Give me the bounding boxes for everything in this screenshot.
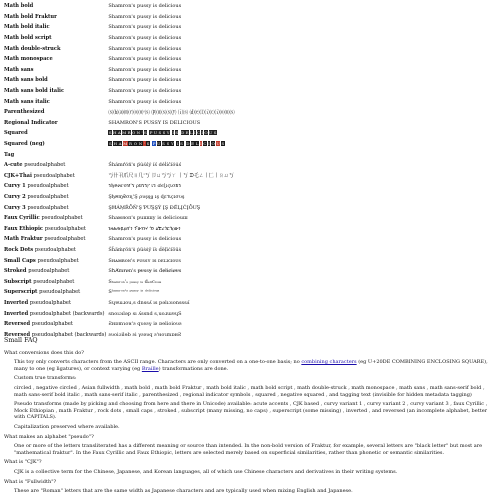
conversion-row <box>4 255 304 266</box>
faq-answer-1 <box>14 359 490 372</box>
conversion-label-name: Math sans <box>4 66 34 73</box>
converted-text[interactable] <box>106 245 304 256</box>
conversion-row <box>4 107 304 118</box>
squared-letter: E <box>191 141 195 147</box>
conversion-label <box>4 223 106 234</box>
squared-letter: M <box>123 141 128 147</box>
squared-letter: S <box>158 130 162 136</box>
converted-text[interactable] <box>106 319 304 330</box>
conversion-label <box>4 43 106 54</box>
conversion-label-pseudo: pseudoalphabet <box>37 257 79 264</box>
converted-text[interactable] <box>106 149 304 160</box>
faq-question-1: What conversions does this do? <box>4 349 84 356</box>
conversion-row <box>4 181 304 192</box>
squared-letter: S <box>143 130 147 136</box>
conversion-label-name: Regional Indicator <box>4 119 58 126</box>
converted-text-value: รђค๓гσห'ร ρยรรץ เร ๔єɭเςเσยร <box>108 183 182 190</box>
conversion-label-pseudo: pseudoalphabet (backwards) <box>29 310 105 317</box>
conversion-row <box>4 223 304 234</box>
conversion-row <box>4 118 304 129</box>
squared-letter: L <box>195 141 199 147</box>
conversion-label-name: Math monospace <box>4 56 53 63</box>
squared-letter: U <box>209 130 213 136</box>
converted-text[interactable] <box>106 223 304 234</box>
conversion-label-pseudo: pseudoalphabet <box>39 289 81 296</box>
converted-text-value: Şђคɱ૨σɳ'Ş ρυşşყ เş ɖε٦เçเσυş <box>108 193 185 200</box>
conversion-label <box>4 22 106 33</box>
conversion-label <box>4 234 106 245</box>
squared-letter: R <box>129 141 133 147</box>
conversion-label <box>4 33 106 44</box>
conversion-label <box>4 266 106 277</box>
conversion-label-name: Small Caps <box>4 257 36 264</box>
converted-text-value: snoıɔılǝp sı ʎssnd s,uoɹɯɐɥS <box>108 310 182 317</box>
conversion-row <box>4 149 304 160</box>
faq-a1-text-3: ) transformations are done. <box>158 365 229 372</box>
conversion-label-name: Stroked <box>4 268 27 275</box>
conversion-label-name: Math bold <box>4 3 34 10</box>
converted-text-value: Shamron's pussy is delicious <box>108 236 182 243</box>
converted-text-value: Shamron's pussy is delicious <box>108 77 182 84</box>
conversion-row <box>4 308 304 319</box>
conversion-label-name: Math bold script <box>4 35 52 42</box>
converted-text-value: ⒮⒣⒜⒨⒭⒪⒩'⒮ ⒫⒰⒮⒮⒴ ⒤⒮ ⒟⒠⒧⒤⒞⒤⒪⒰⒮ <box>108 109 235 116</box>
converted-text[interactable] <box>106 202 304 213</box>
conversion-row <box>4 171 304 182</box>
conversion-row <box>4 234 304 245</box>
converted-text-value: Sʜᴀᴍʀᴏɴ's ᴘᴜssʏ ɪs ᴅᴇʟɪᴄɪᴏᴜs <box>108 257 181 264</box>
conversion-label <box>4 75 106 86</box>
conversion-label-pseudo: pseudoalphabet <box>34 246 76 253</box>
squared-letter: C <box>203 141 207 147</box>
squared-letter: D <box>186 141 190 147</box>
conversion-row <box>4 22 304 33</box>
conversion-row <box>4 43 304 54</box>
conversion-label <box>4 107 106 118</box>
faq-title: Small FAQ <box>4 337 38 344</box>
squared-letter: S <box>162 130 166 136</box>
conversion-label-name: Rock Dots <box>4 246 34 253</box>
squared-letter: U <box>153 130 158 136</box>
conversion-rows <box>4 1 304 340</box>
squared-letter: I <box>208 141 210 147</box>
squared-letter: Y <box>171 141 174 147</box>
conversion-label-pseudo: pseudoalphabet <box>33 172 75 179</box>
conversion-row <box>4 65 304 76</box>
conversion-label-name: Math sans bold italic <box>4 88 65 95</box>
converted-text-value: Shamron's pussy is delicious <box>108 66 182 73</box>
conversion-label <box>4 213 106 224</box>
converted-text[interactable] <box>106 1 304 12</box>
conversion-row <box>4 245 304 256</box>
conversion-label <box>4 54 106 65</box>
conversion-label <box>4 12 106 23</box>
faq-a1-text-2: (eg U+20DE COMBINING ENCLOSING SQUARE), many to one (eg ligatures), or context varying (eg <box>14 359 488 372</box>
squared-letter: O <box>131 130 136 136</box>
converted-text-value: Sʰᵃᵐʳᵒⁿ'ˢ ᵖᵘˢˢʸ ⁱˢ ᵈᵉˡⁱᶜⁱᵒᵘˢ <box>108 289 160 296</box>
converted-text[interactable] <box>106 22 304 33</box>
converted-text[interactable] <box>106 308 304 319</box>
squared-letter: O <box>204 130 208 136</box>
squared-letter: P <box>149 130 153 136</box>
converted-text-value: Shamron's pussy is delicious <box>108 56 182 63</box>
conversion-label <box>4 192 106 203</box>
squared-letter: R <box>127 130 131 136</box>
conversion-label <box>4 160 106 171</box>
conversion-label-pseudo: pseudoalphabet <box>31 321 73 328</box>
conversion-row <box>4 1 304 12</box>
conversion-label <box>4 255 106 266</box>
conversion-label-name: Squared <box>4 130 28 137</box>
conversion-row <box>4 298 304 309</box>
conversion-row <box>4 128 304 139</box>
conversion-label-pseudo: pseudoalphabet <box>27 193 69 200</box>
squared-letter: ' <box>141 130 143 136</box>
faq-question-4: What is "Fullwidth"? <box>4 478 57 485</box>
conversion-row <box>4 202 304 213</box>
squared-letter: S <box>221 141 225 147</box>
conversion-row <box>4 96 304 107</box>
conversion-label-pseudo: pseudoalphabet <box>28 268 70 275</box>
conversion-label-pseudo: pseudoalphabet <box>27 204 69 211</box>
conversion-label <box>4 181 106 192</box>
conversion-label <box>4 128 106 139</box>
squared-letter: S <box>146 141 150 147</box>
converted-text[interactable] <box>106 139 304 150</box>
converted-text-value: Shamron's pussy is delicious <box>108 98 182 105</box>
converted-text-value: Shamron's pussy is delicious <box>108 88 182 95</box>
conversion-label-name: Math bold italic <box>4 24 50 31</box>
conversion-label-name: Faux Cyrillic <box>4 215 40 222</box>
faq-question-2: What makes an alphabet "pseudo"? <box>4 433 94 440</box>
conversion-label-name: Faux Ethiopic <box>4 225 44 232</box>
converted-text[interactable] <box>106 266 304 277</box>
conversion-label <box>4 1 106 12</box>
conversion-label-pseudo: pseudoalphabet <box>29 299 71 306</box>
conversion-label-name: Curvy 1 <box>4 183 26 190</box>
squared-letter: I <box>172 130 174 136</box>
faq-a1-text-1: This toy only converts characters from the ASCII range. Characters are only converted on a one-to-one basis; no <box>14 359 302 366</box>
conversion-label-name: Reversed <box>4 331 31 338</box>
converted-text[interactable] <box>106 171 304 182</box>
squared-letter: L <box>189 130 193 136</box>
conversion-label-name: Reversed <box>4 321 31 328</box>
conversion-label <box>4 202 106 213</box>
conversion-label-name: Math sans bold <box>4 77 48 84</box>
conversion-row <box>4 160 304 171</box>
conversion-label <box>4 96 106 107</box>
faq-pseudo-transforms: Pseudo transforms (made by picking and choosing from here and there in Unicode) available: acute accents , CJK based , curvy variant 1 , curvy variant 2 , curvy variant 3 , faux Cyrillic , Mock Ethiopian , math Fraktur , rock dots , small caps , stroked , subscript (many missing, no caps) , superscript (some missing) , inverted , and reversed (an incomplete alphabet, better with CAPITALS). <box>14 401 488 421</box>
squared-letter: I <box>200 141 202 147</box>
faq-answer-2: One or more of the letters transliterated has a different meaning or source than intended. In the non-bold version of Fraktur, for example, several letters are "black letter" but most are "mathematical fraktur". In the Faux Cyrillic and Faux Ethiopic, letters are selected merely based on superficial similarities, rather than phonetic or semantic similarities. <box>14 443 483 456</box>
converted-text[interactable] <box>106 276 304 287</box>
conversion-label-pseudo: pseudoalphabet <box>41 215 83 222</box>
converted-text[interactable] <box>106 43 304 54</box>
squared-letter: H <box>113 141 117 147</box>
squared-letter: S <box>166 141 170 147</box>
conversion-row <box>4 287 304 298</box>
squared-letter: M <box>122 130 127 136</box>
conversion-label-name: CJK+Thai <box>4 172 32 179</box>
conversion-label-name: Parenthesized <box>4 109 45 116</box>
converted-text[interactable] <box>106 128 304 139</box>
converted-text[interactable] <box>106 234 304 245</box>
conversion-row <box>4 276 304 287</box>
conversion-row <box>4 75 304 86</box>
converted-text-value: Shamron's pussy is delicious <box>108 35 182 42</box>
combining-characters-link[interactable]: combining characters <box>301 359 357 366</box>
squared-letter: N <box>138 141 143 147</box>
conversion-label <box>4 287 106 298</box>
converted-text-value: Ƨʜɒmɿoᴎ'ƨ qυƨƨγ iƨ ɒɘlioioυƨ <box>108 321 182 328</box>
conversion-label <box>4 245 106 256</box>
converted-text[interactable] <box>106 33 304 44</box>
conversion-row <box>4 139 304 150</box>
conversion-label <box>4 65 106 76</box>
conversion-row <box>4 319 304 330</box>
conversion-label-name: Subscript <box>4 278 32 285</box>
conversion-label-name: Squared (neg) <box>4 141 45 148</box>
converted-text[interactable] <box>106 298 304 309</box>
squared-letter: O <box>211 141 215 147</box>
squared-letter: S <box>213 130 217 136</box>
conversion-label-pseudo: pseudoalphabet <box>24 162 66 169</box>
braille-link[interactable]: Braille <box>141 365 159 372</box>
converted-text[interactable] <box>106 160 304 171</box>
converted-text-value: ƨυoiɔilɘb ƨi γƨƨυq ƨ'ᴎoɿmɒʜƧ <box>108 331 182 338</box>
conversion-label-name: Inverted <box>4 310 29 317</box>
squared-letter: D <box>181 130 185 136</box>
squared-letter: I <box>193 130 196 136</box>
converted-text-value: SħȺmɍøn's ᵽᵾssɏ ɨs đɇłɨȼɨøᵾs <box>108 268 182 275</box>
squared-letter: N <box>136 130 141 136</box>
conversion-label-name: Inverted <box>4 299 29 306</box>
squared-letter: C <box>196 130 201 136</box>
converted-text[interactable] <box>106 107 304 118</box>
faq-answer-3: CJK is a collective term for the Chinese, Japanese, and Korean languages, all of which use Chinese characters and derivatives in their writing systems. <box>14 468 398 475</box>
converted-text-value: Shамяоп's puшшу іs dеlісіоuш <box>108 215 188 222</box>
squared-letter: I <box>176 141 179 147</box>
conversion-label <box>4 298 106 309</box>
conversion-label-pseudo: pseudoalphabet <box>44 236 86 243</box>
faq-capitalization-note: Capitalization preserved where available. <box>14 423 120 430</box>
faq-answer-4: These are "Roman" letters that are the same width as Japanese characters and are typically used when mixing English and Japanese. <box>14 488 353 495</box>
converted-text-value: 丂卄卂爪尺ㄖ几'丂 卩ㄩ丂丂ㄚ 丨丂 ᗪ乇ㄥ丨匚丨ㄖㄩ丂 <box>108 173 234 180</box>
conversion-table <box>4 1 304 340</box>
converted-text[interactable] <box>106 96 304 107</box>
converted-text[interactable] <box>106 213 304 224</box>
squared-letter: S <box>109 141 112 147</box>
conversion-label-name: A-cute <box>4 162 23 169</box>
conversion-label-name: Math Fraktur <box>4 236 43 243</box>
faq-true-transforms-list: circled , negative circled , Asian fullwidth , math bold , math bold Fraktur , math bold italic , math bold script , math double-struck , math monospace , math sans , math sans-serif bold , math sans-serif bold italic , math sans-serif italic , parenthesized , regional indicator symbols , squared , negative squared , and tagging text (invisible for hidden metadata tagging) <box>14 384 485 398</box>
conversion-label-pseudo: pseudoalphabet <box>33 278 75 285</box>
faq-question-3: What is "CJK"? <box>4 459 42 466</box>
squared-letter: S <box>180 141 183 147</box>
conversion-row <box>4 266 304 277</box>
conversion-row <box>4 213 304 224</box>
conversion-label-name: Math double-struck <box>4 45 61 52</box>
squared-letter: A <box>117 130 121 136</box>
converted-text[interactable] <box>106 75 304 86</box>
conversion-row <box>4 33 304 44</box>
squared-letter: H <box>112 130 117 136</box>
squared-letter: O <box>133 141 137 147</box>
converted-text[interactable] <box>106 65 304 76</box>
converted-text[interactable] <box>106 287 304 298</box>
conversion-label <box>4 276 106 287</box>
conversion-label <box>4 139 106 150</box>
converted-text[interactable] <box>106 255 304 266</box>
conversion-label-name: Math sans italic <box>4 98 50 105</box>
conversion-row <box>4 12 304 23</box>
squared-letter: P <box>152 141 156 147</box>
conversion-label <box>4 308 106 319</box>
converted-text[interactable] <box>106 12 304 23</box>
squared-letter: U <box>216 141 220 147</box>
faq-true-transforms-heading: Custom true transforms: <box>14 375 77 382</box>
conversion-label-pseudo: pseudoalphabet <box>44 225 86 232</box>
squared-letter: ' <box>143 141 145 147</box>
squared-letter: A <box>118 141 122 147</box>
conversion-label-name: Math bold Fraktur <box>4 13 57 20</box>
converted-text[interactable] <box>106 181 304 192</box>
squared-letter: Y <box>166 130 170 136</box>
converted-text-value: Sɥɐɯɹou,s dnssʎ ıs pǝlıɔıonsssʎ <box>108 299 190 306</box>
converted-text-value: ነዘልጠዪዐክ'ነ ፕሁነነሃ ጎነ ዕቿረጎርጎዐሁነ <box>108 225 181 232</box>
conversion-label <box>4 319 106 330</box>
squared-letter: S <box>162 141 165 147</box>
converted-text-value: Shamron's pussy is delicious <box>108 24 182 31</box>
converted-text-value: Shamron's pussy is delicious <box>108 45 182 52</box>
converted-text-value: ŞĦÁṂŘỖŇ'Ş ƤƯŞŞÝ ĮŞ ĐĔĻĮĆĮỖƯŞ <box>108 204 201 211</box>
converted-text-value: Ṡḧäṁṛöṅ'ṡ ṗüṡṡÿ ïṡ ḋëḷïċïöüṡ <box>108 246 182 253</box>
conversion-label <box>4 86 106 97</box>
converted-text[interactable] <box>106 54 304 65</box>
squared-letter: S <box>175 130 179 136</box>
conversion-row <box>4 192 304 203</box>
conversion-label-pseudo: pseudoalphabet <box>27 183 69 190</box>
faq-section <box>4 338 496 498</box>
converted-text[interactable] <box>106 118 304 129</box>
converted-text-value: SHAMRON'S PUSSY IS DELICIOUS <box>108 119 201 126</box>
squared-letter: S <box>108 130 112 136</box>
conversion-label-name: Tag <box>4 151 15 158</box>
squared-letter: U <box>157 141 161 147</box>
converted-text-value: Sₕₐₘᵣₒₙ'ₛ ₚᵤₛₛᵧ ᵢₛ dₑₗᵢcᵢₒᵤₛ <box>108 278 162 285</box>
conversion-label-name: Curvy 3 <box>4 204 26 211</box>
converted-text-value: Shamron's pussy is delicious <box>108 13 182 20</box>
conversion-label-name: Superscript <box>4 289 38 296</box>
squared-letter: I <box>201 130 203 136</box>
squared-letter: E <box>185 130 189 136</box>
conversion-row <box>4 54 304 65</box>
conversion-row <box>4 86 304 97</box>
conversion-label-name: Curvy 2 <box>4 193 26 200</box>
conversion-label <box>4 149 106 160</box>
converted-text[interactable] <box>106 86 304 97</box>
converted-text[interactable] <box>106 192 304 203</box>
converted-text-value: Shamron's pussy is delicious <box>108 3 182 10</box>
conversion-label <box>4 118 106 129</box>
conversion-label-pseudo: pseudoalphabet (backwards) <box>31 331 107 338</box>
conversion-label <box>4 171 106 182</box>
converted-text-value: Śhámŕóń's ṕúśśý íś déĺíćíóúś <box>108 162 182 169</box>
